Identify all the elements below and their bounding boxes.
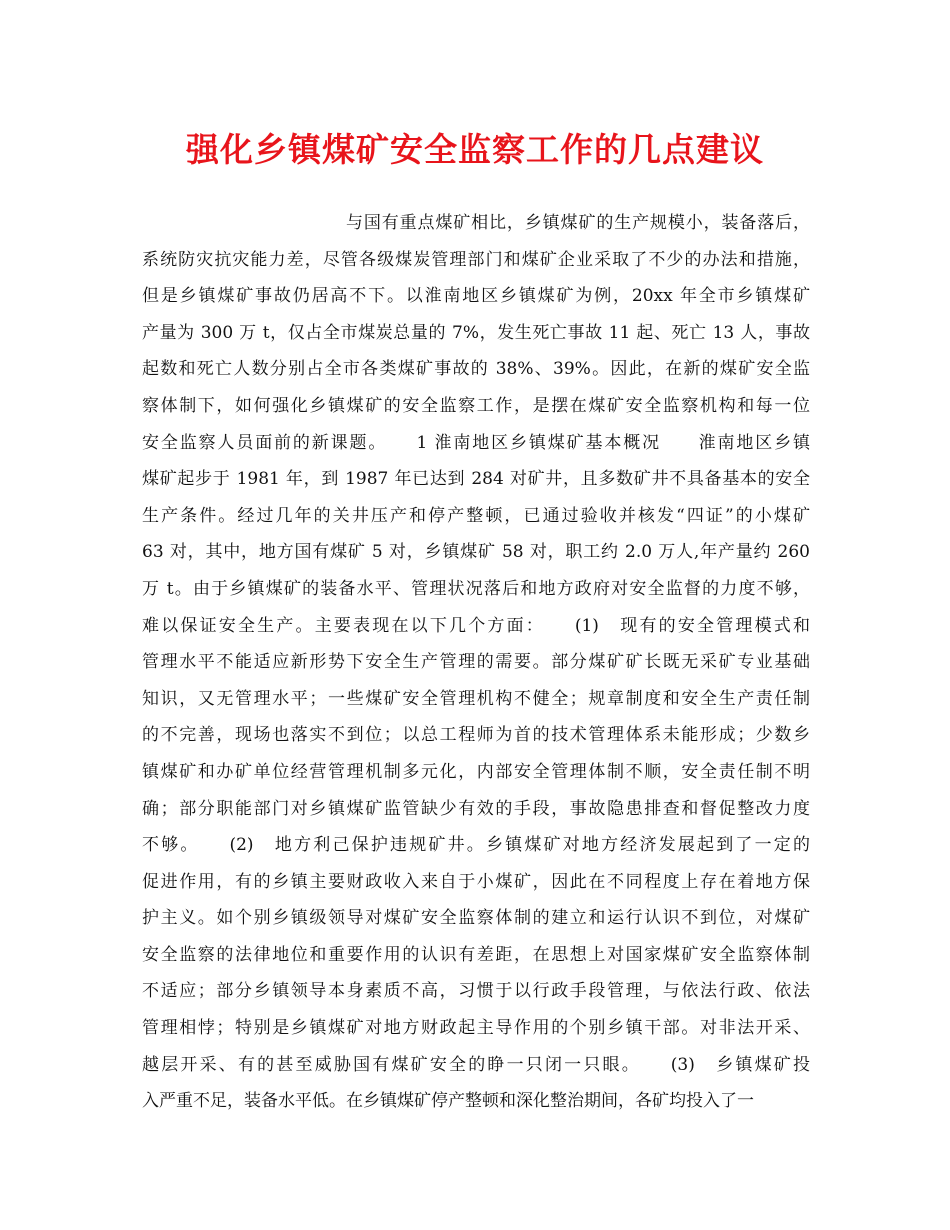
body-line: 系统防灾抗灾能力差，尽管各级煤炭管理部门和煤矿企业采取了不少的办法和措施，: [142, 249, 810, 270]
document-body: [142, 205, 810, 1120]
body-line: 管理水平不能适应新形势下安全生产管理的需要。部分煤矿矿长既无采矿专业基础: [142, 652, 810, 673]
body-line: 难以保证安全生产。主要表现在以下几个方面： (1) 现有的安全管理模式和: [142, 615, 810, 636]
body-line: 但是乡镇煤矿事故仍居高不下。以淮南地区乡镇煤矿为例，20xx 年全市乡镇煤矿: [142, 286, 810, 307]
body-line: 不够。 (2) 地方利己保护违规矿井。乡镇煤矿对地方经济发展起到了一定的: [142, 835, 810, 856]
document-title: 强化乡镇煤矿安全监察工作的几点建议: [186, 130, 764, 169]
body-line: 煤矿起步于 1981 年，到 1987 年已达到 284 对矿井，且多数矿井不具备基本的安全: [142, 469, 810, 490]
body-line: 护主义。如个别乡镇级领导对煤矿安全监察体制的建立和运行认识不到位，对煤矿: [142, 908, 810, 929]
body-line: 起数和死亡人数分别占全市各类煤矿事故的 38%、39%。因此，在新的煤矿安全监: [142, 359, 810, 380]
body-line: 入严重不足，装备水平低。在乡镇煤矿停产整顿和深化整治期间，各矿均投入了一: [142, 1091, 754, 1112]
body-line: 安全监察的法律地位和重要作用的认识有差距，在思想上对国家煤矿安全监察体制: [142, 944, 810, 965]
body-line: 促进作用，有的乡镇主要财政收入来自于小煤矿，因此在不同程度上存在着地方保: [142, 871, 810, 892]
body-line: 确；部分职能部门对乡镇煤矿监管缺少有效的手段，事故隐患排查和督促整改力度: [142, 798, 810, 819]
body-line: 知识，又无管理水平；一些煤矿安全管理机构不健全；规章制度和安全生产责任制: [142, 688, 810, 709]
body-line: 镇煤矿和办矿单位经营管理机制多元化，内部安全管理体制不顺，安全责任制不明: [142, 761, 810, 782]
body-line: 的不完善，现场也落实不到位；以总工程师为首的技术管理体系未能形成；少数乡: [142, 725, 810, 746]
body-line: 越层开采、有的甚至威胁国有煤矿安全的睁一只闭一只眼。 (3) 乡镇煤矿投: [142, 1054, 810, 1075]
body-line: 安全监察人员面前的新课题。 1 淮南地区乡镇煤矿基本概况 淮南地区乡镇: [142, 432, 810, 453]
body-line: 不适应；部分乡镇领导本身素质不高，习惯于以行政手段管理，与依法行政、依法: [142, 981, 810, 1002]
body-line: 63 对，其中，地方国有煤矿 5 对，乡镇煤矿 58 对，职工约 2.0 万人,年产量约 260: [142, 542, 810, 563]
body-line: 万 t。由于乡镇煤矿的装备水平、管理状况落后和地方政府对安全监督的力度不够，: [142, 578, 810, 599]
body-line: 产量为 300 万 t，仅占全市煤炭总量的 7%，发生死亡事故 11 起、死亡 13 人，事故: [142, 322, 810, 343]
body-line: 生产条件。经过几年的关井压产和停产整顿，已通过验收并核发“四证”的小煤矿: [142, 505, 810, 526]
body-line: 察体制下，如何强化乡镇煤矿的安全监察工作，是摆在煤矿安全监察机构和每一位: [142, 395, 810, 416]
body-line: 管理相悖；特别是乡镇煤矿对地方财政起主导作用的个别乡镇干部。对非法开采、: [142, 1018, 810, 1039]
body-line: 与国有重点煤矿相比，乡镇煤矿的生产规模小，装备落后，: [346, 213, 810, 233]
